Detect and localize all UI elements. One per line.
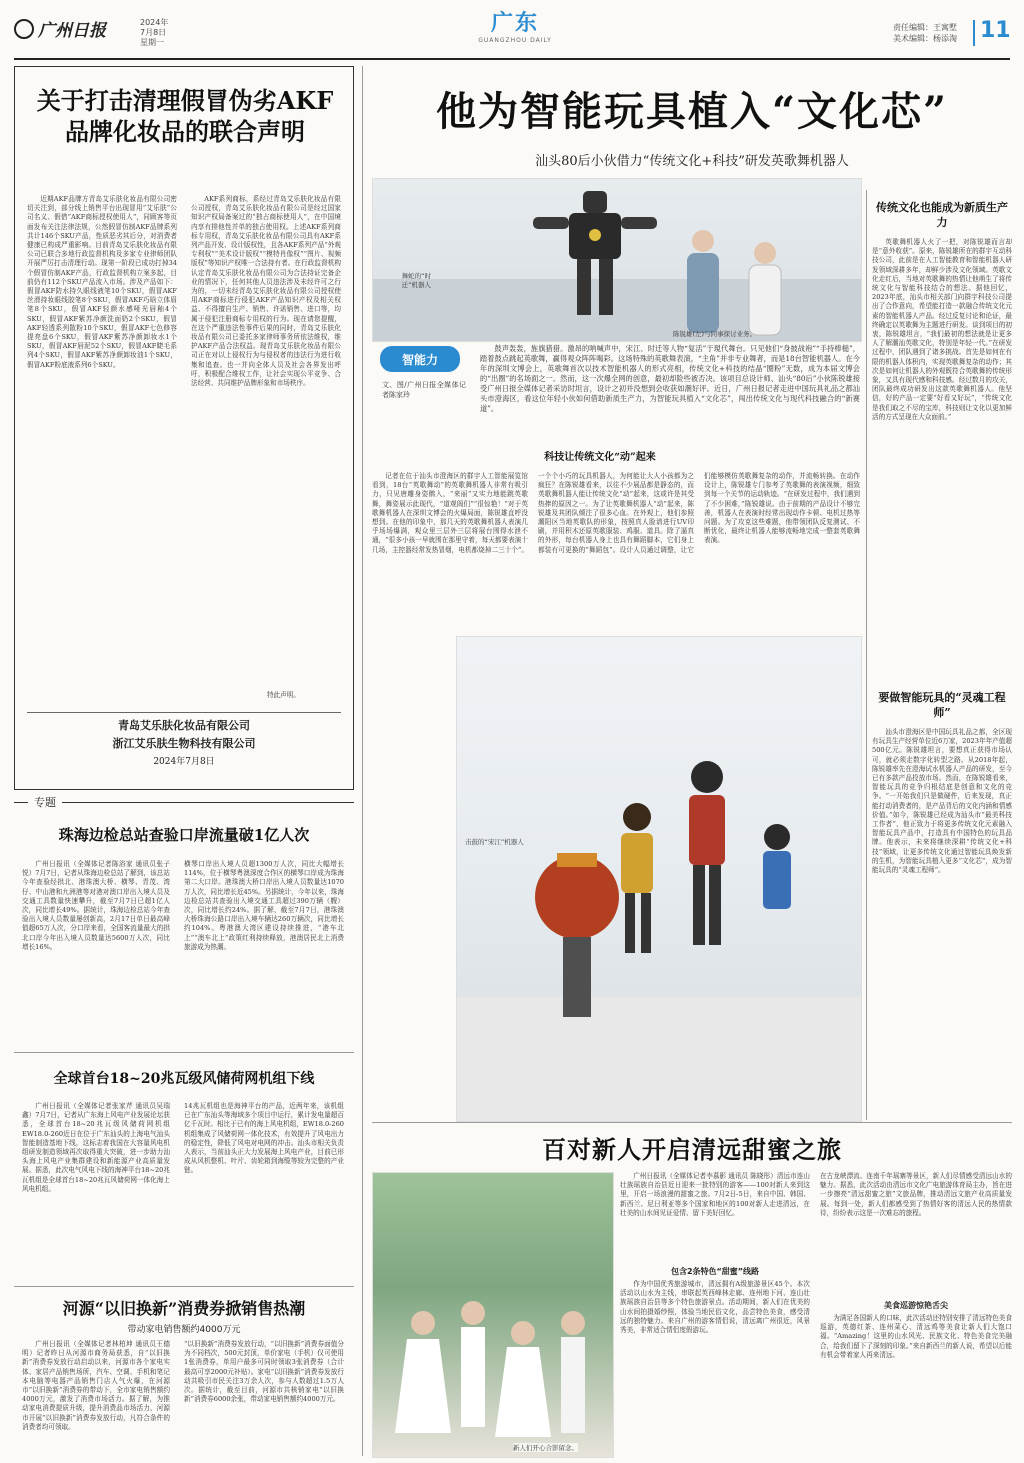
statement-box <box>14 66 354 790</box>
robot-photo-1 <box>372 178 862 342</box>
column-divider-right <box>866 190 867 1120</box>
statement-closing: 特此声明。 <box>267 691 300 699</box>
divider-wedding <box>372 1122 1012 1123</box>
wedding-photo <box>372 1172 614 1458</box>
robot-photo-1-caption-b: 陈锐雄(左)与同事探讨业务。 <box>673 330 757 338</box>
wedding-news-col2b: 为满足各国新人的口味，此次活动还特别安排了清远特色美食巡游，英德红茶、连州菜心、清远鸡等美食让新人们大饱口福。“Amazing！这里的山水风光、民族文化、特色美食完美融合，给我们留下了深刻的印象。”来自新西兰的新人说，希望以后能有机会带着家人再来清远。 <box>820 1314 1012 1359</box>
robot-sec3-body: 汕头市澄海区是中国玩具礼品之都，全区现有玩具生产经营单位近6万家，2023年年产值超500亿元。陈锐雄坦言，要想真正获得市场认可，就必须走数字化转型之路。从2018年起，陈锐雄率先在澄海试水机器人产品的研发，至今已有多款产品投放市场。然而，在陈锐雄看来，智能玩具的竞争归根结底是创意和文化的竞争。“一开始我们只是做硬件，后来发现，真正能打动消费者的，是产品背后的文化内涵和情感价值。”如今，陈锐雄已经成为汕头市“最美科技工作者”，他正致力于将更多传统文化元素融入智能玩具产品中，打造具有中国特色的玩具品牌。他表示，未来将继续深耕“传统文化+科技”领域，让更多传统文化通过智能玩具焕发新的生机，为智能玩具植入更多“文化芯”，成为智能玩具的“灵魂工程师”。 <box>872 728 1012 875</box>
wedding-news-col1b: 作为中国优秀旅游城市，清远拥有A级旅游景区45个。本次活动以山水为主线，串联起英西峰林走廊、连州地下河、连山壮族瑶族自治县等多个特色旅游景点。活动期间，新人们在优美的山水间拍摄婚纱照，体验当地民俗文化，品尝特色美食，感受清远的独特魅力。来自广州的游客情侣说，清远离广州很近，风景秀美，非常适合情侣度假游玩。 <box>620 1280 810 1335</box>
column-divider-left <box>362 66 363 1456</box>
couples-icon <box>395 1301 585 1437</box>
statement-body-col2: AKF系列商标，系经过青岛艾乐肤化妆品有限公司授权，青岛艾乐肤化妆品有限公司是经过国家知识产权局备案过的“独占商标使用人”，在中国境内享有排他性并单的独占使用权。上述AKF系列商标专用权，青岛艾乐肤化妆品有限公司具有AKF系列产品开发、设计版权性，且各AKF系列产品“外观专利权”“美术设计版权”“模特肖像权”“图片、视频版权”等知识产权唯一合法持有者。在行政监督机构认定青岛艾乐肤化妆品有限公司为合法持证完备企业的情况下，任何其他人员违法涉及未经许可之行为的，一切未经青岛艾乐肤化妆品有限公司授权使用AKF商标进行侵犯AKF产品知识产权及相关权益、不得擅自生产、销售、许诺销售、进口等，均属于侵犯注册商标专用权的行为。现在请您提醒，在这个严重违法性事件后果的同时，青岛艾乐肤化妆品有限公司已委托多家律师事务所依法维权，维护AKF产品合法权益。现青岛艾乐肤化妆品有限公司正在对以上侵权行为与侵权者的违法行为进行收集和追查。也一并向全体人员及社会各界发出呼吁，积极配合维权工作，让社会实现公平竞争、合法经营、共同维护品牌形象和市场秩序。 <box>191 195 341 388</box>
energy-news-col1: 广州日报讯（全媒体记者张家芹 通讯员吴瑞鑫）7月7日，记者从广东海上风电产业发展论坛获悉，全球首台18~20兆瓦级风储荷网机组EW18.0-260近日在位于广东汕头的上海电气汕头智能制造基地下线，这标志着我国在大容量风电机组研发制造领域再次取得重大突破，进一步助力汕头海上风电产业集群建设和新能源产业高质量发展。据悉，此次电气风电下线的海神平台18~20兆瓦机组是全球首台18~20兆瓦风储荷网一体化海上风电机组。 <box>22 1102 170 1193</box>
border-news-col2: 横琴口岸出入境人员超1300万人次，同比大幅增长114%，位于横琴粤澳深度合作区的横琴口岸成为珠海第二大口岸。港珠澳大桥口岸出入境人员数量达1070万人次，同比增长近45%。另据统计，今年以来，珠海边检总站共查验出入境交通工具超过390万辆（艘）次，同比增长约24%。据了解，截至7月7日，港珠澳大桥珠海公路口岸出入境车辆达260万辆次，同比增长约104%。粤港澳大湾区建设持续推进，“港车北上”“澳车北上”政策红利持续释放，港澳居民北上消费旅游成为热潮。 <box>184 860 344 951</box>
wedding-photo-illustration <box>373 1173 613 1457</box>
logo-text: 广州日报 <box>38 21 106 41</box>
zhuanti-label <box>14 794 354 810</box>
signature-company-1: 青岛艾乐肤化妆品有限公司 <box>118 719 250 732</box>
wedding-news-title: 百对新人开启清远甜蜜之旅 <box>542 1135 842 1164</box>
wedding-sub1: 包含2条特色“甜蜜”线路 <box>670 1267 760 1276</box>
border-news <box>14 818 354 1044</box>
wedding-news-col2: 在古龙峡漂流、连南千年瑶寨等景区，新人们尽情感受清远山水的魅力。据悉，此次活动由清远市文化广电旅游体育局主办，旨在进一步擦亮“清远甜蜜之旅”文旅品牌，推动清远文旅产业高质量发展。每到一处，新人们都感受到了热情好客的清远人民的热情款待，纷纷表示这是一次难忘的旅程。 <box>820 1172 1012 1217</box>
robot-story-title: 他为智能玩具植入“文化芯” <box>435 88 948 135</box>
wedding-sub2: 美食巡游惊艳舌尖 <box>884 1301 948 1310</box>
robot-sec1-body: 记者在位于汕头市澄海区的群宇人工智能展览馆看到，18台“英歌舞动”的英歌舞机器人非常有吸引力，只见唐雕身姿鹘入，“来丽”又实力地能跳英歌舞，舞姿展示此现代，“道观阁们”“很惊艳！”对于英歌舞机器人在深圳文博会的火爆局面，陈锐雄直呼没想到。在他的印象中，那几天的英歌舞机器人表演几乎场场爆满，观众里三层外三层将展台围得水泄不通，“很多小孩一早就围在那里守着，每天都要表演十几场，主控器经常发热冒烟，电机都烧掉二三十个”。一个个小巧的玩具机器人，为何能让大人小孩都为之疯狂？在陈锐雄看来，以往不少展品都是静态的，而英歌舞机器人能让传统文化“动”起来，这或许是其受热捧的原因之一。为了让英歌舞机器人“动”起来，陈锐雄及其团队倾注了很多心血。在外观上，他们参照潮阳区当地英歌队的形象，按照真人脸谱进行UV印刷，并用积木还原英歌服装、鸡服、道具。除了逼真的外形，每台机器人身上也具有舞蹈脚本，它们身上都装有可更换的“舞蹈包”。设计人员通过调整，让它们能够模仿英歌舞复杂的动作，并流畅转换。在动作设计上，陈锐雄专门参考了英歌舞的表演视频，细致到每一个关节的运动轨迹。“在研发过程中，我们遇到了不少困难，”陈锐雄说。由于前期的产品设计不够完善，机器人在表演时经常出现动作卡顿、电机过热等问题。为了攻克这些难题，他带领团队反复测试、不断优化，最终让机器人能够流畅地完成一整套英歌舞表演。 <box>372 472 860 554</box>
robot-photo-2-illustration <box>457 637 861 1121</box>
robot-story-intro: 鼓声轰轰，旌旗猎猎。激昂的呐喊声中，宋江、时迁等人物“复活”于現代舞台。只见他们“身披战袍”“手持棒槌”，踏着鼓点跳起英歌舞，赢得观众阵阵喝彩。这场特殊的英歌舞表演，“主角”并非专业舞者，而是18台智能机器人。在今年的深圳文博会上，英歌舞首次以技术智能机器人的形式亮相，传统文化+科技的结晶“圈粉”无数，成为本届文博会的“出圈”的名场面之一。然而，这一次爆全网的创意，最初却险些被否决。该项目总设计师、汕头“80后”小伙陈锐雄接受广州日报全媒体记者采访时坦言，设计之初并没想到会收获如潮好评。近日，广州日报记者走进中国玩具礼品之都汕头市澄海区，看这位年轻小伙如何借助新质生产力，为智能玩具植入“文化芯”，闯出传统文化与现代科技融合的“新赛道”。 <box>480 344 860 413</box>
dancer-robot-icon <box>621 761 791 953</box>
energy-news-title: 全球首台18~20兆瓦级风储荷网机组下线 <box>53 1071 315 1087</box>
consumer-news-col2: “以旧换新”消费券发放行动，“以旧换新”消费券面值分为不同档次，500元封顶，单价家电（手机）仅可使用1张消费券，单用户最多可同时领取3张消费券（合计最高可享2000元补贴）。家电“以旧换新”消费券发放行动共吸引市民关注3万余人次，参与人数超过1.5万人次。据统计，截至目前，河源市共核销家电“以旧换新”消费券6000余张，带动家电销售额约4000万元。 <box>184 1340 344 1404</box>
issue-monthday: 7月8日 <box>140 28 167 37</box>
robot-photo-2 <box>456 636 862 1122</box>
zhuanti-rule-right <box>62 802 354 803</box>
divider-1 <box>14 1052 354 1053</box>
border-news-title: 珠海边检总站查验口岸流量破1亿人次 <box>58 826 310 844</box>
consumer-news-title: 河源“以旧换新”消费券掀销售热潮 <box>62 1299 306 1318</box>
energy-news-col2: 14兆瓦机组也是海神平台的产品，近两年来，该机组已在广东汕头等海域多个项目中运行，累计发电量超百亿千瓦时。相比于已有的海上风电机组，EW18.0-260机组集成了风储荷网一体化技术，有效提升了风电出力的稳定性，降低了风电对电网的冲击。汕头市相关负责人表示，当前汕头正大力发展海上风电产业，目前已形成从风机整机、叶片、齿轮箱到海缆等较为完整的产业链。 <box>184 1102 344 1175</box>
section-header <box>460 6 570 44</box>
signature-company-2: 浙江艾乐肤生物科技有限公司 <box>112 737 256 750</box>
editor-line: 责任编辑：王寓墅 <box>893 23 957 32</box>
intelligence-tag-text: 智能力 <box>401 352 438 367</box>
wedding-news-col1: 广州日报讯（全媒体记者李慕影 通讯员 陈晓彤）清远市连山壮族瑶族自治县近日迎来一批特别的游客——100对新人来到这里，开启一场浪漫的甜蜜之旅。7月2日-5日，来自中国、韩国、新西兰、尼日利亚等多个国家和地区的100对新人走进清远，在壮美的山水间见证爱情、留下美好回忆。 <box>620 1172 810 1217</box>
page-number: 11 <box>980 18 1011 43</box>
robot-photo-1-caption-a: 舞蛇的“时迁”机器人 <box>401 272 431 289</box>
divider-2 <box>14 1286 354 1287</box>
intelligence-tag <box>380 346 460 372</box>
issue-weekday: 星期一 <box>140 38 164 47</box>
logo-icon <box>14 19 34 39</box>
robot-sec1-title: 科技让传统文化“动”起来 <box>544 452 656 463</box>
consumer-news-col1: 广州日报讯（全媒体记者林柏坤 通讯员王德明）记者昨日从河源市商务局获悉，自“以旧换新”消费券发放行动启动以来，河源市各个家电实体、家居产品销售场所，汽车、空调、手机和笔记本电脑等电器产品销售门店人气火爆，在河源市“以旧换新”消费券的带动下，全市家电销售额约4000万元，激发了消费市场活力。据了解，为推动家电消费提质升级，提升消费品市场活力，河源市开展“以旧换新”消费券发放行动，凡符合条件的消费者均可领取。 <box>22 1340 170 1431</box>
newspaper-logo <box>14 16 106 41</box>
section-title: 广东 <box>490 10 539 36</box>
zhuanti-rule-left <box>14 802 28 803</box>
consumer-news-subtitle: 带动家电销售额约4000万元 <box>127 1325 241 1335</box>
robot-sec3-title: 要做智能玩具的“灵魂工程师” <box>878 691 1006 719</box>
masthead-rule <box>14 58 1010 60</box>
statement-body-col1: 近期AKF品牌方青岛艾乐肤化妆品有限公司密切关注到，部分线上销售平台出现冒用“艾乐肤”公司名义、假借“AKF商标授权使用人”，同顾客等页面发布关注法律法规，公然假冒仿制AKF品牌系列共计146个SKU产品，性质恶劣其后分，对消费者健康已构成严重影响。目前青岛艾乐肤化妆品有限公司已联合多地行政监督机构及多家专业律师团队开展严厉打击清理行动。现第一阶段已成功打掉34个假冒仿制AKF产品，行政监督机构立案多起，目前仍有112个SKU产品流入市场。涉及产品如下：假冒AKF防水持久眼线液笔10个SKU，假冒AKF丝滑持妆眼线胶笔8个SKU，假冒AKF巧晗立体眉笔8个SKU，假冒AKF轻颜水感哑光唇釉4个SKU，假冒AKF紫苏净颜洗面奶2个SKU，假冒AKF轻透系列散粉10个SKU，假冒AKF七色修容提亮盘6个SKU，假冒AKF紫苏净颜卸妆水1个SKU，假冒AKF唇泥52个SKU，假冒AKF睫毛系列4个SKU，假冒AKF紫苏净颜卸妆油1个SKU，假冒AKF粉底液系列6个SKU。 <box>27 195 177 369</box>
robot-story-byline: 文、图/广州日报全媒体记者陈家玲 <box>382 381 466 399</box>
robot-photo-1-illustration <box>373 179 861 341</box>
robot-sec2-title: 传统文化也能成为新质生产力 <box>876 201 1008 229</box>
consumer-news <box>14 1292 354 1458</box>
zhuanti-text: 专题 <box>34 796 56 809</box>
robot-sec2-body: 英歌舞机器人火了一把，对陈锐雄而言却是“意外收获”。原来，陈锐雄所在的群宇互动科技公司，此前是在人工智能教育和智能机器人研发领域深耕多年，却鲜少涉及文化领域。英歌文化走红后，当地对英歌舞的热情让他萌生了将传统文化与智能科技结合的想法。据他回忆，2023年底，汕头市相关部门向群宇科技公司提出了合作意向，希望能打造一款融合传统文化元素的智能机器人产品。经过反复讨论和论证，最终确定以英歌舞为主题进行研发。谈到项目的初衷，陈锐雄坦言，“我们最初的想法就是让更多人了解潮汕英歌文化，特别是年轻一代。”在研发过程中，团队遇到了诸多挑战。首先是如何在有限的机器人体积内，实现英歌舞复杂的动作；其次是如何让机器人的外观既符合英歌舞的传统形象，又具有现代感和科技感。经过数月的攻关，团队最终成功研发出这款英歌舞机器人。他坚信，好的产品一定要“好看又好玩”，“传统文化是我们取之不尽的宝库，科技则让文化以更加鲜活的方式呈现在大众面前。” <box>872 238 1012 421</box>
statement-signatures <box>27 717 341 771</box>
robot-photo-2-caption: 击鼓的“宋江”机器人 <box>465 838 524 846</box>
issue-year: 2024年 <box>140 18 169 27</box>
editor-credits <box>893 22 957 44</box>
statement-title: 关于打击清理假冒伪劣AKF品牌化妆品的联合声明 <box>36 86 334 147</box>
masthead <box>0 0 1024 60</box>
drummer-robot-icon <box>535 853 619 1017</box>
robot-story-subtitle: 汕头80后小伙借力“传统文化+科技”研发英歌舞机器人 <box>535 154 849 169</box>
signature-date: 2024年7月8日 <box>153 757 215 767</box>
art-editor-line: 美术编辑：杨添淘 <box>893 34 957 43</box>
issue-date <box>140 18 168 48</box>
energy-news <box>14 1058 354 1278</box>
statement-signature-rule <box>27 712 341 713</box>
border-news-col1: 广州日报讯（全媒体记者陈浴家 通讯员张子悦）7月7日，记者从珠海边检总站了解到，该总站今年查验经拱北、港珠澳大桥、横琴、青茂、湾仔、中山港和九洲港等对港对澳口岸出入境人员及交通工具数量快速攀升，截至7月7日已超1亿人次，同比增长49%。据统计，珠海边检总站今年查验出入境人员数量屡创新高，2月17日单日最高峰值超65万人次，分口岸来看，全国客流量最大的拱北口岸今年出入境人员数量达5600万人次，同比增长16%。 <box>22 860 170 951</box>
wedding-photo-caption: 新人们开心合影留念。 <box>513 1444 578 1452</box>
section-subtitle: GUANGZHOU DAILY <box>478 37 552 44</box>
page-number-divider <box>973 20 975 46</box>
